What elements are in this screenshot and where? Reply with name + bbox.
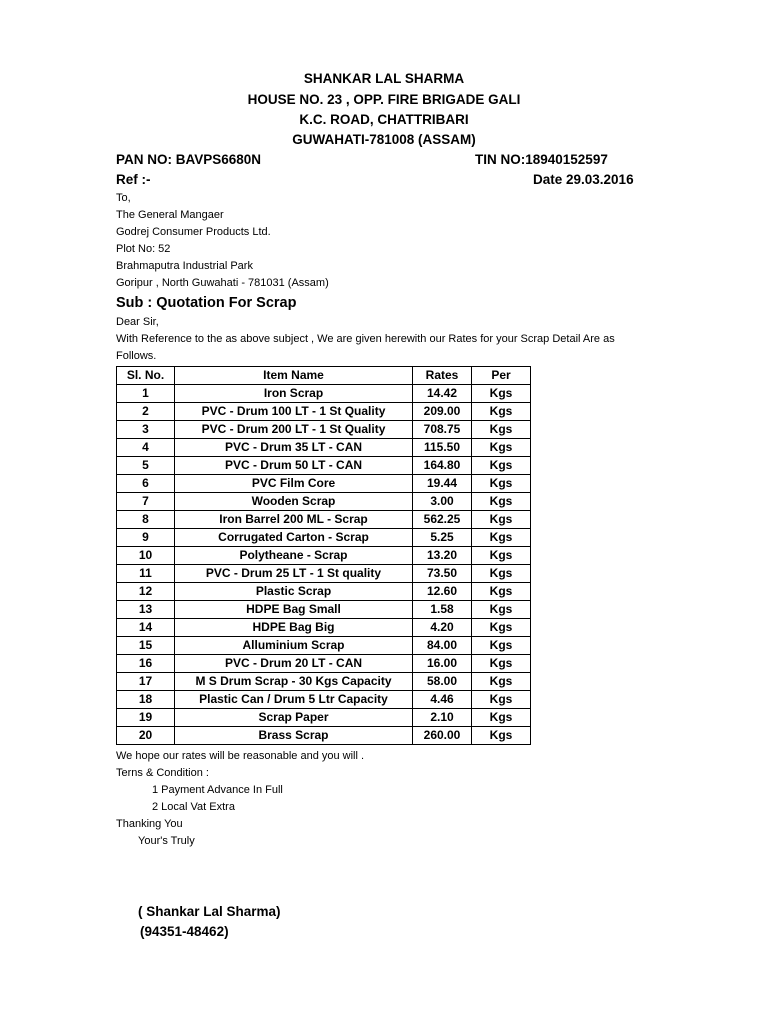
letterhead-address-3: GUWAHATI-781008 (ASSAM) bbox=[292, 132, 476, 147]
cell-item-name: Brass Scrap bbox=[175, 727, 413, 745]
tin-number: TIN NO:18940152597 bbox=[475, 152, 608, 167]
column-header-per: Per bbox=[472, 367, 531, 385]
cell-rate: 13.20 bbox=[413, 547, 472, 565]
cell-rate: 84.00 bbox=[413, 637, 472, 655]
table-row bbox=[117, 493, 531, 511]
closing-remark: We hope our rates will be reasonable and you will . bbox=[116, 750, 365, 762]
cell-per: Kgs bbox=[472, 385, 531, 403]
cell-per: Kgs bbox=[472, 637, 531, 655]
thanking-you: Thanking You bbox=[116, 818, 183, 830]
cell-sl-no: 2 bbox=[117, 403, 175, 421]
table-row bbox=[117, 601, 531, 619]
cell-item-name: HDPE Bag Small bbox=[175, 601, 413, 619]
cell-item-name: PVC - Drum 200 LT - 1 St Quality bbox=[175, 421, 413, 439]
cell-sl-no: 13 bbox=[117, 601, 175, 619]
cell-sl-no: 4 bbox=[117, 439, 175, 457]
letter-date: Date 29.03.2016 bbox=[533, 172, 634, 187]
cell-sl-no: 7 bbox=[117, 493, 175, 511]
cell-per: Kgs bbox=[472, 457, 531, 475]
cell-rate: 5.25 bbox=[413, 529, 472, 547]
table-header-row bbox=[117, 367, 531, 385]
cell-rate: 4.46 bbox=[413, 691, 472, 709]
cell-sl-no: 12 bbox=[117, 583, 175, 601]
cell-rate: 12.60 bbox=[413, 583, 472, 601]
letterhead-address-1: HOUSE NO. 23 , OPP. FIRE BRIGADE GALI bbox=[247, 92, 521, 107]
cell-rate: 73.50 bbox=[413, 565, 472, 583]
cell-sl-no: 17 bbox=[117, 673, 175, 691]
cell-item-name: HDPE Bag Big bbox=[175, 619, 413, 637]
term-item: 1 Payment Advance In Full bbox=[152, 784, 283, 796]
letterhead-name: SHANKAR LAL SHARMA bbox=[303, 71, 465, 86]
table-row bbox=[117, 421, 531, 439]
yours-truly: Your's Truly bbox=[138, 835, 195, 847]
cell-item-name: Iron Scrap bbox=[175, 385, 413, 403]
column-header-item-name: Item Name bbox=[175, 367, 413, 385]
cell-rate: 2.10 bbox=[413, 709, 472, 727]
cell-rate: 708.75 bbox=[413, 421, 472, 439]
cell-rate: 562.25 bbox=[413, 511, 472, 529]
table-row bbox=[117, 565, 531, 583]
cell-sl-no: 20 bbox=[117, 727, 175, 745]
cell-sl-no: 14 bbox=[117, 619, 175, 637]
table-row bbox=[117, 547, 531, 565]
cell-item-name: Plastic Can / Drum 5 Ltr Capacity bbox=[175, 691, 413, 709]
cell-sl-no: 3 bbox=[117, 421, 175, 439]
cell-per: Kgs bbox=[472, 547, 531, 565]
table-row bbox=[117, 457, 531, 475]
table-row bbox=[117, 385, 531, 403]
cell-item-name: M S Drum Scrap - 30 Kgs Capacity bbox=[175, 673, 413, 691]
table-row bbox=[117, 511, 531, 529]
cell-rate: 19.44 bbox=[413, 475, 472, 493]
cell-rate: 1.58 bbox=[413, 601, 472, 619]
cell-rate: 164.80 bbox=[413, 457, 472, 475]
recipient-line: Plot No: 52 bbox=[116, 243, 171, 255]
cell-per: Kgs bbox=[472, 475, 531, 493]
cell-per: Kgs bbox=[472, 655, 531, 673]
terms-title: Terns & Condition : bbox=[116, 767, 209, 779]
table-row bbox=[117, 637, 531, 655]
cell-sl-no: 9 bbox=[117, 529, 175, 547]
cell-item-name: PVC - Drum 50 LT - CAN bbox=[175, 457, 413, 475]
cell-per: Kgs bbox=[472, 529, 531, 547]
recipient-line: The General Mangaer bbox=[116, 209, 224, 221]
cell-per: Kgs bbox=[472, 583, 531, 601]
cell-item-name: Corrugated Carton - Scrap bbox=[175, 529, 413, 547]
cell-per: Kgs bbox=[472, 709, 531, 727]
cell-rate: 115.50 bbox=[413, 439, 472, 457]
table-row bbox=[117, 529, 531, 547]
cell-sl-no: 6 bbox=[117, 475, 175, 493]
recipient-line: Brahmaputra Industrial Park bbox=[116, 260, 253, 272]
table-row bbox=[117, 727, 531, 745]
table-row bbox=[117, 655, 531, 673]
cell-rate: 4.20 bbox=[413, 619, 472, 637]
cell-item-name: Alluminium Scrap bbox=[175, 637, 413, 655]
cell-sl-no: 16 bbox=[117, 655, 175, 673]
recipient-line: Godrej Consumer Products Ltd. bbox=[116, 226, 271, 238]
cell-sl-no: 5 bbox=[117, 457, 175, 475]
cell-rate: 3.00 bbox=[413, 493, 472, 511]
signature-name: ( Shankar Lal Sharma) bbox=[138, 904, 281, 919]
cell-rate: 58.00 bbox=[413, 673, 472, 691]
cell-sl-no: 15 bbox=[117, 637, 175, 655]
table-row bbox=[117, 439, 531, 457]
cell-per: Kgs bbox=[472, 565, 531, 583]
signature-phone: (94351-48462) bbox=[140, 924, 229, 939]
cell-rate: 16.00 bbox=[413, 655, 472, 673]
cell-item-name: Polytheane - Scrap bbox=[175, 547, 413, 565]
cell-rate: 14.42 bbox=[413, 385, 472, 403]
table-row bbox=[117, 475, 531, 493]
cell-sl-no: 19 bbox=[117, 709, 175, 727]
cell-item-name: Plastic Scrap bbox=[175, 583, 413, 601]
recipient-line: Goripur , North Guwahati - 781031 (Assam) bbox=[116, 277, 329, 289]
subject-line: Sub : Quotation For Scrap bbox=[116, 295, 297, 311]
cell-per: Kgs bbox=[472, 403, 531, 421]
recipient-line: To, bbox=[116, 192, 131, 204]
reference: Ref :- bbox=[116, 172, 151, 187]
cell-per: Kgs bbox=[472, 511, 531, 529]
table-row bbox=[117, 619, 531, 637]
table-row bbox=[117, 673, 531, 691]
cell-per: Kgs bbox=[472, 493, 531, 511]
cell-sl-no: 8 bbox=[117, 511, 175, 529]
letterhead-address-2: K.C. ROAD, CHATTRIBARI bbox=[299, 112, 469, 127]
rates-table bbox=[116, 366, 531, 745]
cell-per: Kgs bbox=[472, 619, 531, 637]
cell-item-name: Wooden Scrap bbox=[175, 493, 413, 511]
table-row bbox=[117, 403, 531, 421]
cell-per: Kgs bbox=[472, 673, 531, 691]
cell-per: Kgs bbox=[472, 691, 531, 709]
table-row bbox=[117, 583, 531, 601]
intro-text-continued: Follows. bbox=[116, 350, 157, 362]
cell-item-name: PVC - Drum 35 LT - CAN bbox=[175, 439, 413, 457]
column-header-rates: Rates bbox=[413, 367, 472, 385]
cell-item-name: Scrap Paper bbox=[175, 709, 413, 727]
term-item: 2 Local Vat Extra bbox=[152, 801, 235, 813]
pan-number: PAN NO: BAVPS6680N bbox=[116, 152, 262, 167]
cell-rate: 209.00 bbox=[413, 403, 472, 421]
cell-rate: 260.00 bbox=[413, 727, 472, 745]
column-header-sl-no: Sl. No. bbox=[117, 367, 175, 385]
intro-text: With Reference to the as above subject , We are given herewith our Rates for your Scrap Detail Are as bbox=[116, 333, 615, 345]
cell-per: Kgs bbox=[472, 439, 531, 457]
cell-sl-no: 18 bbox=[117, 691, 175, 709]
cell-per: Kgs bbox=[472, 421, 531, 439]
cell-item-name: PVC - Drum 20 LT - CAN bbox=[175, 655, 413, 673]
cell-per: Kgs bbox=[472, 727, 531, 745]
cell-per: Kgs bbox=[472, 601, 531, 619]
table-row bbox=[117, 691, 531, 709]
cell-item-name: PVC - Drum 100 LT - 1 St Quality bbox=[175, 403, 413, 421]
cell-sl-no: 10 bbox=[117, 547, 175, 565]
cell-sl-no: 11 bbox=[117, 565, 175, 583]
cell-item-name: Iron Barrel 200 ML - Scrap bbox=[175, 511, 413, 529]
cell-item-name: PVC - Drum 25 LT - 1 St quality bbox=[175, 565, 413, 583]
salutation: Dear Sir, bbox=[116, 316, 159, 328]
table-row bbox=[117, 709, 531, 727]
cell-sl-no: 1 bbox=[117, 385, 175, 403]
cell-item-name: PVC Film Core bbox=[175, 475, 413, 493]
